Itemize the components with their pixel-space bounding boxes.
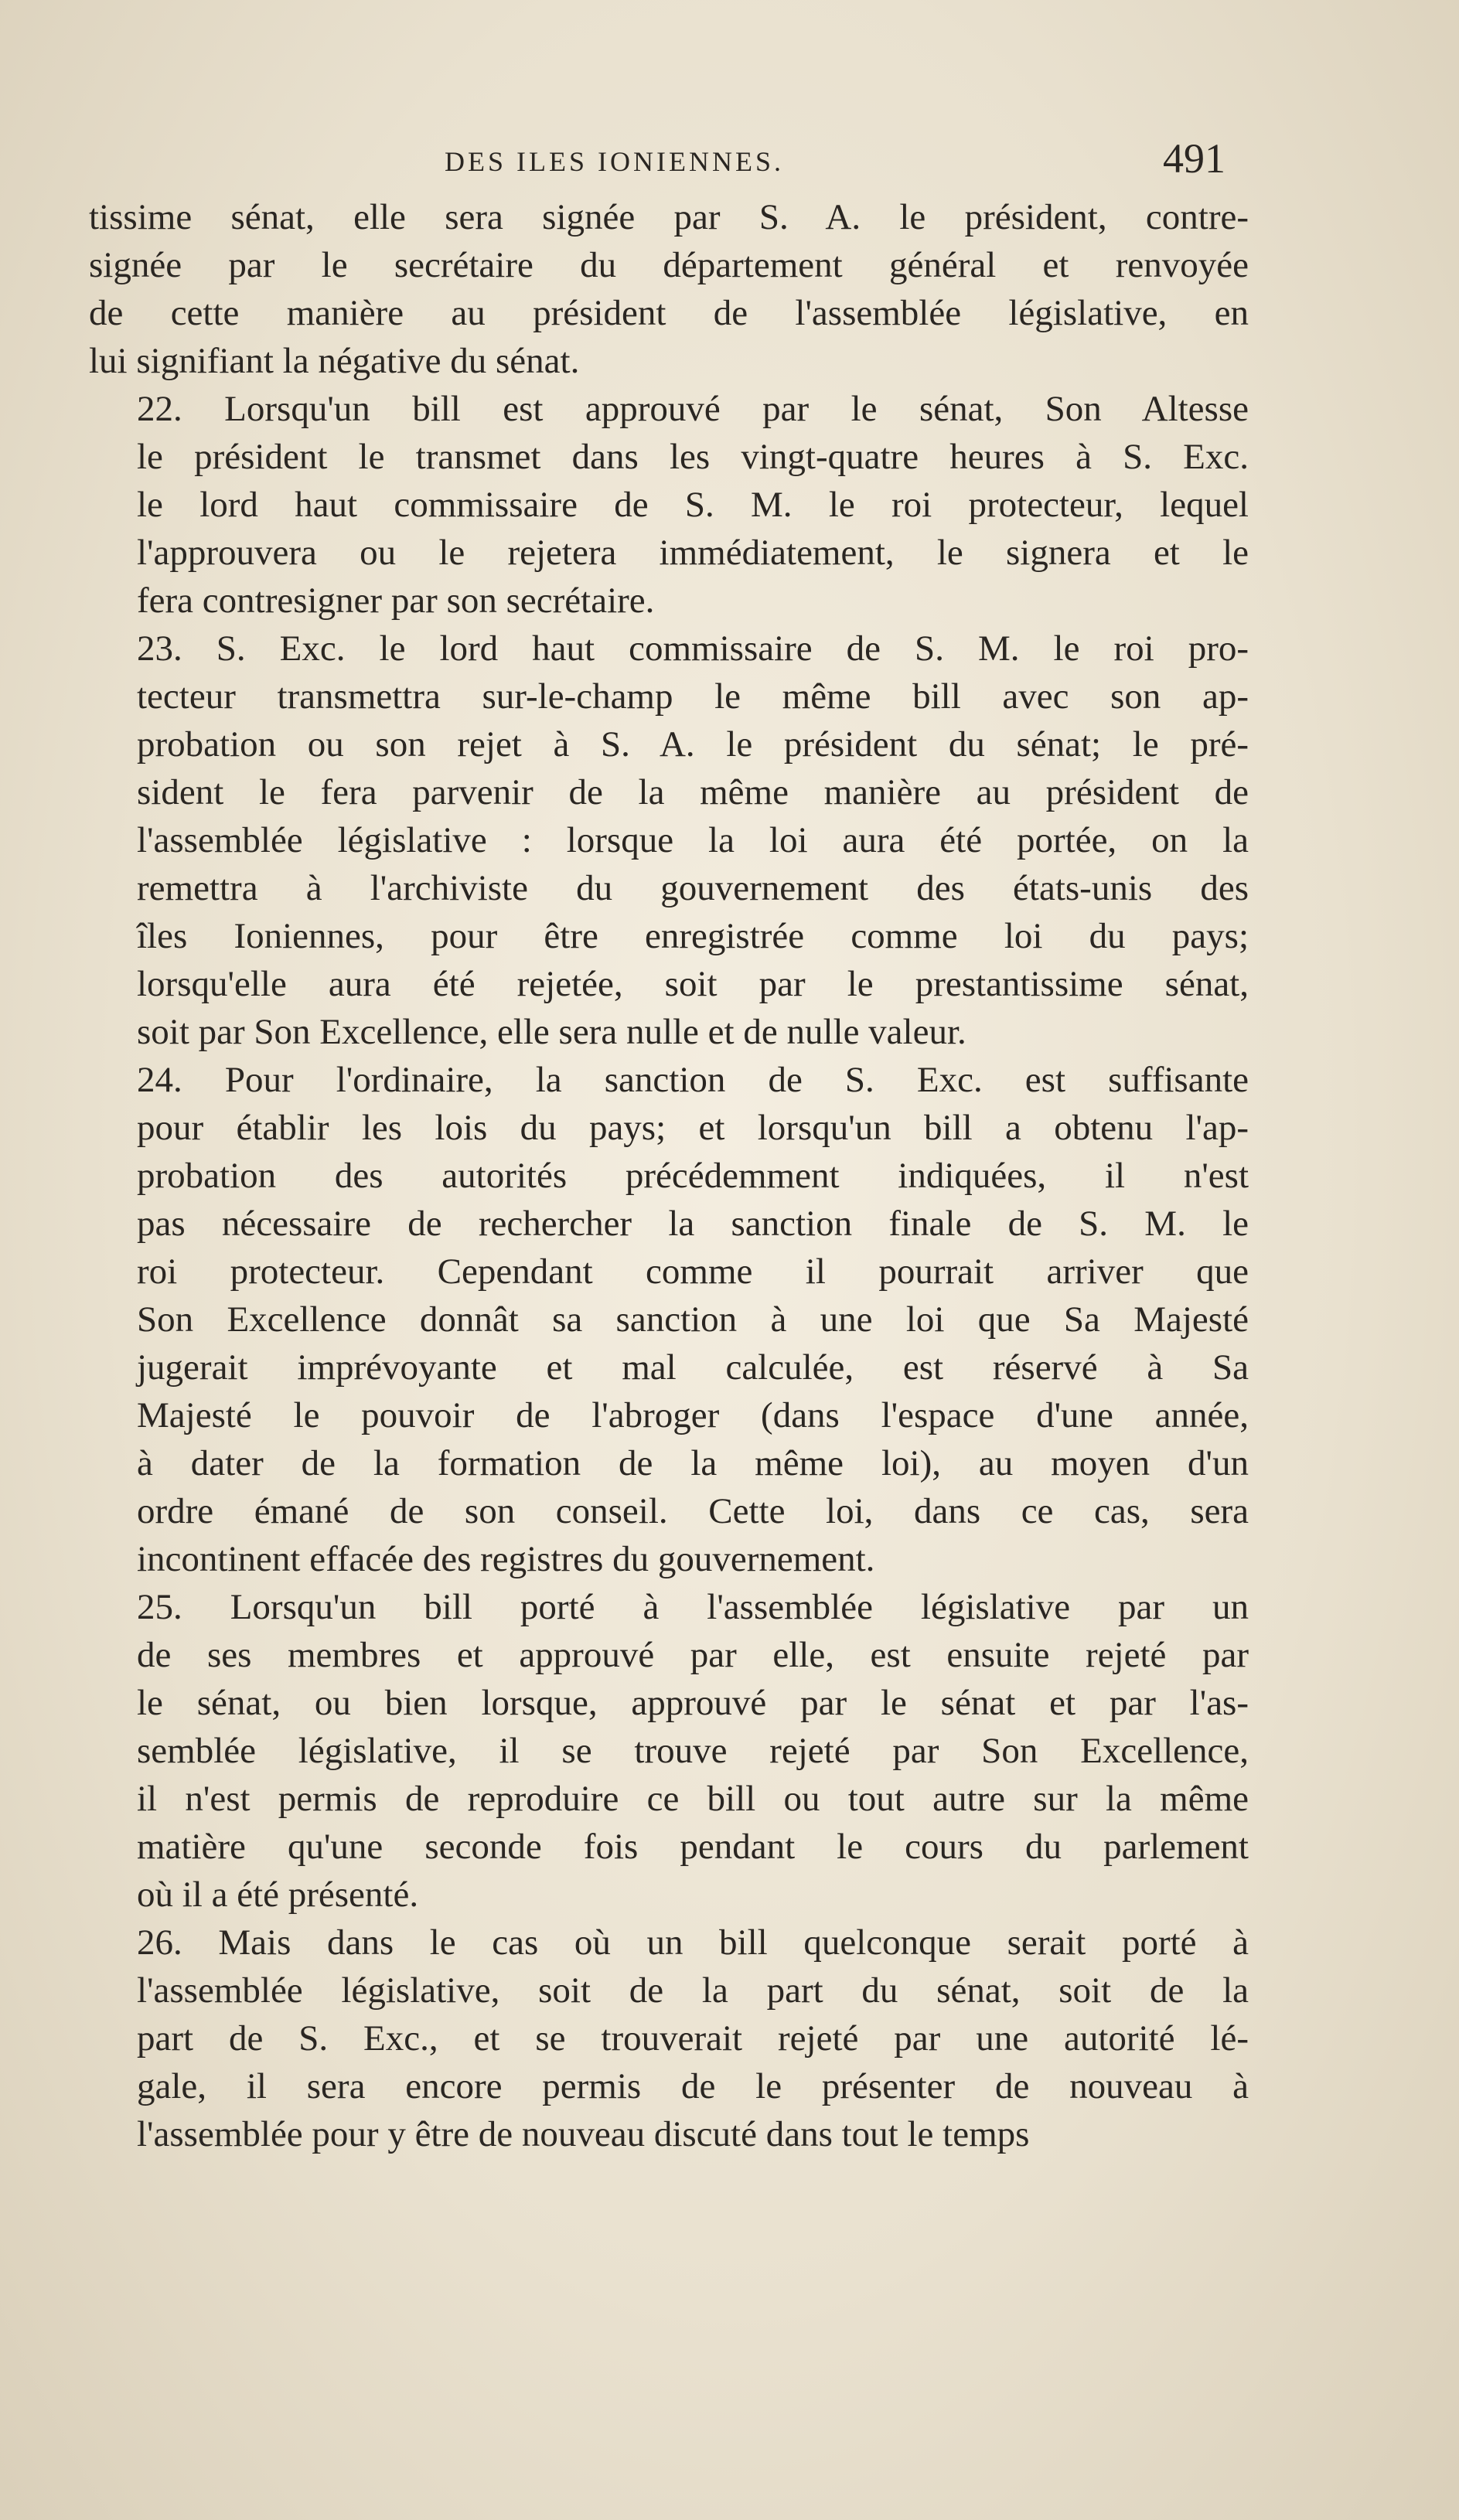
paragraph bbox=[89, 193, 1249, 385]
text-line: il n'est permis de reproduire ce bill ou tout autre sur la même bbox=[137, 1779, 1249, 1819]
text-line: ordre émané de son conseil. Cette loi, dans ce cas, sera bbox=[137, 1491, 1249, 1531]
running-title: DES ILES IONIENNES. bbox=[445, 146, 784, 177]
text-line: pour établir les lois du pays; et lorsqu'un bill a obtenu l'ap- bbox=[137, 1108, 1249, 1148]
text-line: 24. Pour l'ordinaire, la sanction de S. Exc. est suffisante bbox=[137, 1060, 1249, 1100]
text-line: signée par le secrétaire du département général et renvoyée bbox=[89, 245, 1249, 285]
text-line: probation ou son rejet à S. A. le président du sénat; le pré- bbox=[137, 724, 1249, 765]
text-line: sident le fera parvenir de la même manière au président de bbox=[137, 772, 1249, 812]
text-line: lorsqu'elle aura été rejetée, soit par le prestantissime sénat, bbox=[137, 964, 1249, 1004]
text-line: lui signifiant la négative du sénat. bbox=[89, 341, 580, 381]
text-line: gale, il sera encore permis de le présenter de nouveau à bbox=[137, 2066, 1249, 2106]
text-line: part de S. Exc., et se trouverait rejeté par une autorité lé- bbox=[137, 2018, 1249, 2059]
text-line: de ses membres et approuvé par elle, est ensuite rejeté par bbox=[137, 1635, 1249, 1675]
text-line: le lord haut commissaire de S. M. le roi protecteur, lequel bbox=[137, 485, 1249, 525]
text-line: l'assemblée pour y être de nouveau discuté dans tout le temps bbox=[137, 2114, 1030, 2154]
text-line: remettra à l'archiviste du gouvernement des états-unis des bbox=[137, 868, 1249, 908]
text-line: incontinent effacée des registres du gouvernement. bbox=[137, 1539, 875, 1579]
text-line: 22. Lorsqu'un bill est approuvé par le sénat, Son Altesse bbox=[137, 389, 1249, 429]
text-line: matière qu'une seconde fois pendant le cours du parlement bbox=[137, 1827, 1249, 1867]
paragraph bbox=[89, 385, 1249, 625]
text-line: probation des autorités précédemment indiquées, il n'est bbox=[137, 1156, 1249, 1196]
text-line: le président le transmet dans les vingt-quatre heures à S. Exc. bbox=[137, 437, 1249, 477]
text-line: 23. S. Exc. le lord haut commissaire de S. M. le roi pro- bbox=[137, 628, 1249, 669]
paragraph bbox=[89, 625, 1249, 1056]
text-line: fera contresigner par son secrétaire. bbox=[137, 581, 655, 621]
text-line: où il a été présenté. bbox=[137, 1875, 419, 1915]
paragraph bbox=[89, 1583, 1249, 1919]
text-line: 25. Lorsqu'un bill porté à l'assemblée législative par un bbox=[137, 1587, 1249, 1627]
text-line: 26. Mais dans le cas où un bill quelconque serait porté à bbox=[137, 1922, 1249, 1963]
text-line: tecteur transmettra sur-le-champ le même bill avec son ap- bbox=[137, 676, 1249, 717]
text-line: le sénat, ou bien lorsque, approuvé par le sénat et par l'as- bbox=[137, 1683, 1249, 1723]
text-line: l'assemblée législative, soit de la part du sénat, soit de la bbox=[137, 1970, 1249, 2011]
text-line: jugerait imprévoyante et mal calculée, est réservé à Sa bbox=[137, 1347, 1249, 1388]
paragraph bbox=[89, 1919, 1249, 2158]
text-line: roi protecteur. Cependant comme il pourrait arriver que bbox=[137, 1251, 1249, 1292]
text-line: l'approuvera ou le rejetera immédiatement, le signera et le bbox=[137, 533, 1249, 573]
text-line: pas nécessaire de rechercher la sanction finale de S. M. le bbox=[137, 1204, 1249, 1244]
page-number: 491 bbox=[1163, 135, 1225, 182]
text-line: Majesté le pouvoir de l'abroger (dans l'espace d'une année, bbox=[137, 1395, 1249, 1435]
text-line: l'assemblée législative : lorsque la loi aura été portée, on la bbox=[137, 820, 1249, 860]
text-line: soit par Son Excellence, elle sera nulle et de nulle valeur. bbox=[137, 1012, 966, 1052]
body-text bbox=[89, 193, 1249, 2158]
page-header bbox=[89, 135, 1225, 192]
text-line: de cette manière au président de l'assemblée législative, en bbox=[89, 293, 1249, 333]
text-line: îles Ioniennes, pour être enregistrée comme loi du pays; bbox=[137, 916, 1249, 956]
text-line: à dater de la formation de la même loi), au moyen d'un bbox=[137, 1443, 1249, 1483]
text-line: tissime sénat, elle sera signée par S. A. le président, contre- bbox=[89, 197, 1249, 237]
text-line: Son Excellence donnât sa sanction à une loi que Sa Majesté bbox=[137, 1299, 1249, 1340]
paragraph bbox=[89, 1056, 1249, 1583]
text-line: semblée législative, il se trouve rejeté par Son Excellence, bbox=[137, 1731, 1249, 1771]
